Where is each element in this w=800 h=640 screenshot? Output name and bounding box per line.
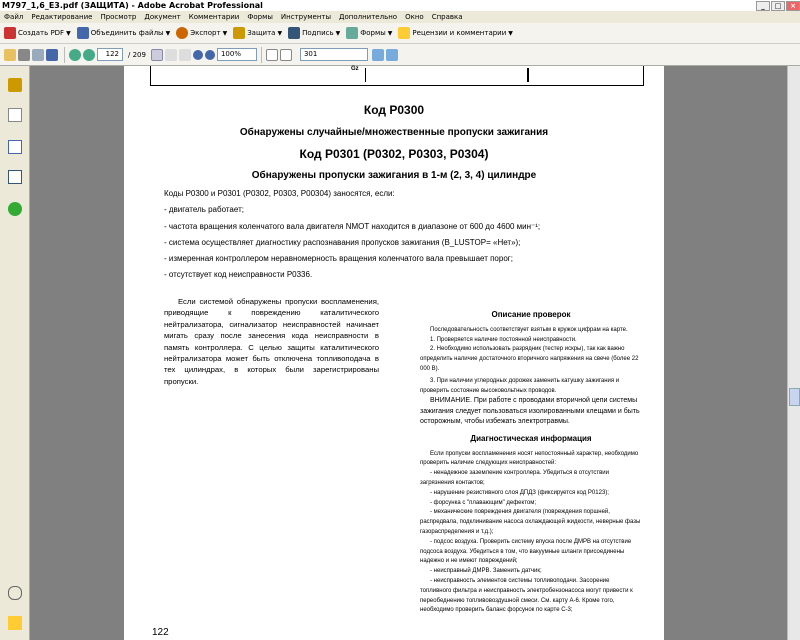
conditions-line: - частота вращения коленчатого вала двигателя NMOT находится в диапазоне от 600 до 4600 мин⁻¹; [164, 221, 541, 231]
document-page [124, 66, 664, 640]
menu-view[interactable]: Просмотр [100, 13, 137, 21]
navigation-toolbar [0, 44, 800, 66]
forms-icon [346, 27, 358, 39]
find-previous-icon[interactable] [372, 49, 384, 61]
print-icon[interactable] [18, 49, 30, 61]
pen-icon [288, 27, 300, 39]
menu-window[interactable]: Окно [405, 13, 424, 21]
find-input[interactable]: 301 [300, 48, 368, 61]
fit-width-icon[interactable] [280, 49, 292, 61]
diag-line: - механические повреждения двигателя (повреждения поршней, распредвала, подклинивание насоса охлаждающей жидкости, неверные фазы газораспределения и т.д.); [420, 509, 641, 536]
hand-tool-icon[interactable] [165, 49, 177, 61]
menu-forms[interactable]: Формы [247, 13, 273, 21]
previous-page-icon[interactable] [69, 49, 81, 61]
title-bar [0, 0, 800, 11]
create-pdf-icon [4, 27, 16, 39]
save-icon[interactable] [46, 49, 58, 61]
menu-document[interactable]: Документ [144, 13, 181, 21]
checks-line: 1. Проверяется наличие постоянной неисправности. [430, 336, 577, 343]
close-button[interactable]: × [786, 1, 800, 11]
page-number-input[interactable]: 122 [97, 48, 123, 61]
diag-line: - форсунка с "плавающим" дефектом; [430, 499, 537, 506]
diag-title: Диагностическая информация [470, 433, 592, 443]
checks-line: Последовательность соответствует взятым в кружок цифрам на карте. [430, 326, 628, 333]
find-next-icon[interactable] [386, 49, 398, 61]
zoom-select[interactable]: 100% [217, 48, 257, 61]
code-heading-1: Код P0300 [363, 103, 425, 117]
menu-edit[interactable]: Редактирование [31, 13, 93, 21]
diag-line: - нарушение резистивного слоя ДПДЗ (фиксируется код P0123); [430, 489, 609, 496]
lock-icon[interactable] [8, 78, 22, 92]
signatures-icon[interactable] [8, 170, 22, 184]
export-button[interactable]: Экспорт ▼ [176, 27, 227, 39]
diag-line: - ненадежное заземление контроллера. Убедиться в отсутствии загрязнения контактов; [420, 470, 610, 487]
select-tool-icon[interactable] [151, 49, 163, 61]
combine-files-button[interactable]: Объединить файлы ▼ [77, 27, 170, 39]
bookmarks-icon[interactable] [8, 140, 22, 154]
conditions-line: - отсутствует код неисправности P0336. [164, 270, 313, 280]
checks-line: 2. Необходимо использовать разрядник (тестер искры), так как важно определить наличие достаточного вторичного напряжения на свече (более 22 000 В). [420, 346, 639, 372]
subheading-1: Обнаружены случайные/множественные пропуски зажигания [239, 127, 549, 138]
protect-button[interactable]: Защита ▼ [233, 27, 282, 39]
sign-button[interactable]: Подпись ▼ [288, 27, 340, 39]
diag-line: - неисправность элементов системы топливоподачи. Засорение топливного фильтра и неисправность электробензонасоса могут привести к переобеднению топливовоздушной смеси. См. карту А-6. Кроме того, необходимо проверить баланс форсунок по карте С-3; [420, 578, 633, 614]
diag-line: - подсос воздуха. Проверить систему впуска после ДМРВ на отсутствие подсоса воздуха. Убедиться в том, что вакуумные шланги присоединены надежно и не имеют повреждений; [420, 538, 632, 565]
conditions-line: - двигатель работает; [164, 205, 244, 215]
checks-title: Описание проверок [491, 310, 571, 319]
open-folder-icon[interactable] [4, 49, 16, 61]
diag-line: Если пропуски воспламенения носят непостоянный характер, необходимо проверить наличие следующих неисправностей: [420, 450, 639, 467]
zoom-in-icon[interactable] [205, 50, 215, 60]
misfire-paragraph: Если системой обнаружены пропуски воспламенения, приводящие к повреждению каталитического нейтрализатора, сигнализатор неисправностей начинает мигать сразу после занесения кода неисправности в память контроллера. С целью защиты каталитического нейтрализатора может быть отключена топливоподача в тех цилиндрах, в которых были зарегистрированы пропуски. [164, 297, 379, 386]
minimize-button[interactable]: _ [756, 1, 770, 11]
email-icon[interactable] [32, 49, 44, 61]
review-button[interactable]: Рецензии и комментарии ▼ [398, 27, 513, 39]
menu-help[interactable]: Справка [431, 13, 463, 21]
forms-button[interactable]: Формы ▼ [346, 27, 392, 39]
checks-line: ВНИМАНИЕ. При работе с проводами вторичной цепи системы зажигания следует пользоваться изолированными клещами и быть осторожным, чтобы избежать электротравмы. [420, 397, 640, 426]
combine-icon [77, 27, 89, 39]
conditions-line: Коды P0300 и P0301 (P0302, P0303, P00304) заносятся, если: [164, 189, 395, 198]
diag-line: - неисправный ДМРВ. Заменить датчик; [430, 568, 542, 575]
previous-table-fragment [150, 66, 644, 86]
review-icon [398, 27, 410, 39]
help-icon[interactable] [8, 202, 22, 216]
zoom-out-icon[interactable] [193, 50, 203, 60]
checks-section [420, 310, 642, 616]
attachments-icon[interactable] [8, 586, 22, 600]
scrollbar-thumb[interactable] [789, 388, 800, 406]
menu-file[interactable]: Файл [4, 13, 24, 21]
maximize-button[interactable]: □ [771, 1, 785, 11]
page-number: 122 [152, 627, 169, 638]
conditions-list [164, 186, 540, 283]
comments-icon[interactable] [8, 616, 22, 630]
table-fragment-text: Gz [351, 66, 359, 72]
code-heading-2: Код P0301 (P0302, P0303, P0304) [299, 147, 489, 161]
create-pdf-button[interactable]: Создать PDF ▼ [4, 27, 71, 39]
lock-icon [233, 27, 245, 39]
window-title: M797_1,6_E3.pdf (ЗАЩИТА) - Adobe Acrobat Professional [2, 1, 263, 10]
vertical-scrollbar[interactable] [787, 66, 800, 640]
conditions-line: - измеренная контроллером неравномерность вращения коленчатого вала превышает порог; [164, 254, 513, 264]
menu-comments[interactable]: Комментарии [188, 13, 240, 21]
task-toolbar [0, 23, 800, 44]
conditions-line: - система осуществляет диагностику распознавания пропусков зажигания (B_LUSTOP= «Нет»); [164, 237, 521, 247]
menu-bar [0, 11, 800, 23]
fit-page-icon[interactable] [266, 49, 278, 61]
menu-advanced[interactable]: Дополнительно [339, 13, 398, 21]
export-icon [176, 27, 188, 39]
checks-line: 3. При наличии углеродных дорожек заменить катушку зажигания и проверить состояние высоковольтных проводов. [420, 377, 620, 394]
menu-tools[interactable]: Инструменты [280, 13, 332, 21]
subheading-2: Обнаружены пропуски зажигания в 1-м (2, 3, 4) цилиндре [251, 170, 537, 181]
navigation-panel [0, 66, 30, 640]
page-total: / 209 [128, 50, 146, 59]
pages-icon[interactable] [8, 108, 22, 122]
zoom-tool-icon[interactable] [179, 49, 191, 61]
next-page-icon[interactable] [83, 49, 95, 61]
